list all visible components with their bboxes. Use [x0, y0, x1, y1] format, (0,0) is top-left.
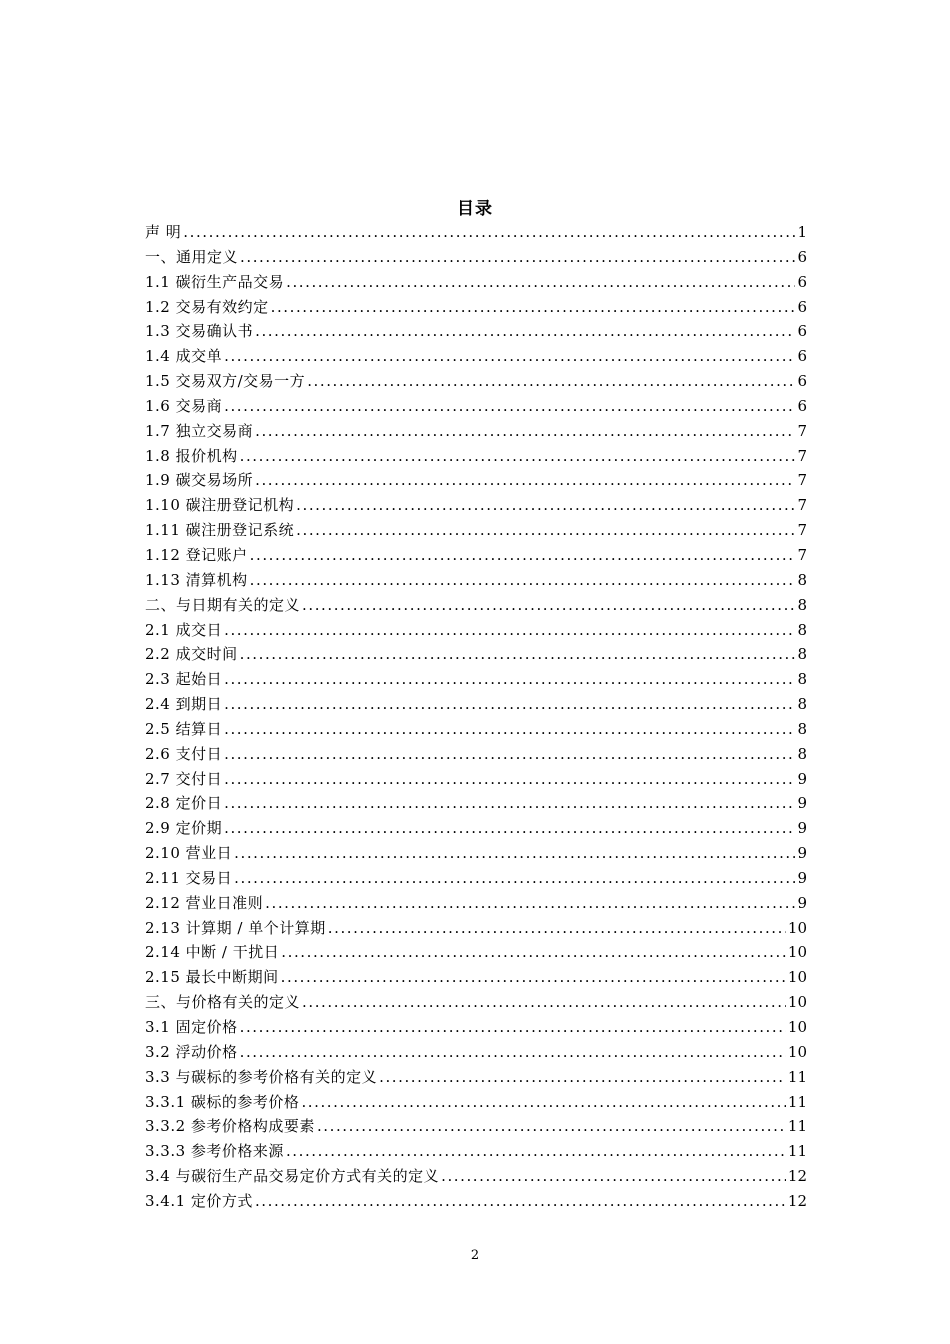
toc-entry[interactable]: [145, 245, 807, 270]
toc-entry-page: 6: [797, 297, 807, 316]
toc-entry-label: 二、与日期有关的定义: [145, 595, 301, 614]
dot-leader: [265, 891, 795, 916]
toc-entry-page: 10: [787, 1042, 807, 1061]
dot-leader: [286, 1139, 786, 1164]
toc-title: 目录: [457, 199, 493, 219]
toc-entry[interactable]: [145, 543, 807, 568]
dot-leader: [317, 1114, 786, 1139]
table-of-contents: [145, 220, 807, 1214]
toc-entry-page: 11: [787, 1092, 807, 1111]
toc-entry[interactable]: [145, 940, 807, 965]
toc-entry-label: 3.1 固定价格: [145, 1018, 238, 1036]
toc-entry-page: 1: [797, 223, 807, 241]
toc-entry[interactable]: [145, 270, 807, 295]
toc-entry-page: 8: [797, 570, 807, 589]
dot-leader: [224, 767, 795, 792]
dot-leader: [296, 518, 795, 543]
dot-leader: [224, 791, 795, 816]
toc-entry-label: 2.5 结算日: [145, 719, 223, 738]
toc-entry-label: 1.10 碳注册登记机构: [145, 496, 295, 515]
dot-leader: [240, 245, 795, 270]
toc-entry-label: 三、与价格有关的定义: [145, 993, 301, 1012]
toc-entry-label: 1.2 交易有效约定: [145, 297, 269, 316]
toc-entry[interactable]: [145, 319, 807, 344]
toc-entry-label: 3.4.1 定价方式: [145, 1191, 253, 1210]
dot-leader: [307, 369, 795, 394]
toc-entry-label: 2.14 中断 / 干扰日: [145, 943, 280, 962]
dot-leader: [240, 642, 796, 667]
dot-leader: [255, 319, 795, 344]
dot-leader: [240, 1015, 786, 1040]
toc-entry-label: 声 明: [145, 223, 182, 241]
toc-entry-label: 2.10 营业日: [145, 844, 233, 863]
toc-entry[interactable]: [145, 816, 807, 841]
toc-entry-page: 6: [797, 247, 807, 266]
dot-leader: [271, 295, 796, 320]
toc-entry-label: 2.2 成交时间: [145, 645, 238, 664]
toc-entry[interactable]: [145, 568, 807, 593]
toc-entry[interactable]: [145, 1015, 807, 1040]
toc-entry-page: 10: [787, 1018, 807, 1036]
toc-entry-page: 8: [797, 695, 807, 714]
toc-entry[interactable]: [145, 667, 807, 692]
dot-leader: [286, 270, 795, 295]
toc-entry-label: 2.15 最长中断期间: [145, 968, 279, 987]
toc-entry-page: 8: [797, 670, 807, 689]
toc-entry[interactable]: [145, 767, 807, 792]
dot-leader: [255, 1189, 786, 1214]
toc-entry-page: 11: [787, 1142, 807, 1161]
toc-entry[interactable]: [145, 841, 807, 866]
toc-entry-page: 10: [787, 968, 807, 987]
toc-entry-label: 3.2 浮动价格: [145, 1042, 238, 1061]
dot-leader: [328, 916, 786, 941]
toc-entry[interactable]: [145, 518, 807, 543]
dot-leader: [183, 220, 795, 245]
toc-entry-page: 7: [797, 446, 807, 465]
toc-entry-label: 1.6 交易商: [145, 396, 223, 415]
dot-leader: [255, 419, 795, 444]
toc-entry[interactable]: [145, 866, 807, 891]
toc-entry-label: 1.9 碳交易场所: [145, 471, 254, 490]
toc-entry-label: 3.3 与碳标的参考价格有关的定义: [145, 1067, 378, 1086]
dot-leader: [224, 742, 795, 767]
dot-leader: [441, 1164, 786, 1189]
toc-entry[interactable]: [145, 742, 807, 767]
dot-leader: [296, 493, 795, 518]
toc-entry-page: 11: [787, 1067, 807, 1086]
toc-entry-label: 2.3 起始日: [145, 670, 223, 689]
toc-entry[interactable]: [145, 791, 807, 816]
toc-entry[interactable]: [145, 1164, 807, 1189]
toc-entry[interactable]: [145, 468, 807, 493]
dot-leader: [379, 1065, 786, 1090]
dot-leader: [250, 568, 796, 593]
dot-leader: [224, 618, 795, 643]
toc-entry[interactable]: [145, 295, 807, 320]
toc-entry-page: 9: [797, 794, 807, 813]
toc-entry[interactable]: [145, 717, 807, 742]
dot-leader: [224, 816, 795, 841]
toc-entry-label: 2.4 到期日: [145, 695, 223, 714]
toc-entry[interactable]: [145, 990, 807, 1015]
toc-entry-label: 1.5 交易双方/交易一方: [145, 372, 306, 391]
toc-entry-page: 7: [797, 545, 807, 564]
toc-entry-page: 7: [797, 521, 807, 540]
toc-entry[interactable]: [145, 916, 807, 941]
dot-leader: [281, 965, 786, 990]
dot-leader: [302, 990, 786, 1015]
dot-leader: [224, 394, 795, 419]
toc-entry-page: 9: [797, 868, 807, 887]
toc-entry-label: 1.3 交易确认书: [145, 322, 254, 341]
dot-leader: [224, 344, 795, 369]
toc-entry[interactable]: [145, 965, 807, 990]
dot-leader: [301, 1090, 785, 1115]
toc-entry-label: 2.7 交付日: [145, 769, 223, 788]
dot-leader: [224, 717, 795, 742]
dot-leader: [255, 468, 795, 493]
toc-entry[interactable]: [145, 593, 807, 618]
toc-entry[interactable]: [145, 642, 807, 667]
toc-entry-label: 1.7 独立交易商: [145, 421, 254, 440]
toc-entry[interactable]: [145, 1065, 807, 1090]
toc-entry[interactable]: [145, 1114, 807, 1139]
toc-entry-label: 1.13 清算机构: [145, 570, 248, 589]
toc-entry-label: 1.11 碳注册登记系统: [145, 521, 295, 540]
toc-entry[interactable]: [145, 344, 807, 369]
toc-entry-page: 8: [797, 719, 807, 738]
toc-entry-page: 6: [797, 396, 807, 415]
toc-entry[interactable]: [145, 220, 807, 245]
toc-entry-page: 8: [797, 620, 807, 639]
dot-leader: [224, 692, 795, 717]
toc-entry-page: 12: [787, 1191, 807, 1210]
toc-entry-label: 1.12 登记账户: [145, 545, 248, 564]
toc-entry-label: 2.11 交易日: [145, 868, 233, 887]
toc-entry-label: 1.4 成交单: [145, 347, 223, 366]
toc-entry[interactable]: [145, 618, 807, 643]
toc-entry-page: 9: [797, 819, 807, 838]
toc-entry-page: 9: [797, 844, 807, 863]
toc-entry-page: 11: [787, 1117, 807, 1136]
toc-entry[interactable]: [145, 1189, 807, 1214]
toc-entry[interactable]: [145, 1040, 807, 1065]
toc-entry-label: 3.3.2 参考价格构成要素: [145, 1117, 315, 1136]
toc-entry[interactable]: [145, 444, 807, 469]
toc-entry-page: 9: [797, 893, 807, 912]
toc-entry-label: 2.12 营业日准则: [145, 893, 264, 912]
toc-entry-page: 8: [797, 744, 807, 763]
toc-entry-label: 3.4 与碳衍生产品交易定价方式有关的定义: [145, 1167, 440, 1186]
toc-entry-page: 10: [787, 993, 807, 1012]
dot-leader: [234, 866, 795, 891]
dot-leader: [234, 841, 795, 866]
toc-entry-page: 6: [797, 372, 807, 391]
toc-entry-page: 9: [797, 769, 807, 788]
toc-entry[interactable]: [145, 1090, 807, 1115]
dot-leader: [240, 444, 796, 469]
dot-leader: [250, 543, 796, 568]
toc-entry-page: 10: [787, 943, 807, 962]
toc-entry-label: 3.3.1 碳标的参考价格: [145, 1092, 300, 1111]
toc-entry-page: 12: [787, 1167, 807, 1186]
toc-entry-page: 6: [797, 322, 807, 341]
toc-entry[interactable]: [145, 493, 807, 518]
toc-entry-page: 8: [797, 595, 807, 614]
toc-entry[interactable]: [145, 1139, 807, 1164]
toc-entry-page: 6: [797, 347, 807, 366]
toc-entry-label: 1.8 报价机构: [145, 446, 238, 465]
dot-leader: [281, 940, 786, 965]
toc-entry-page: 7: [797, 496, 807, 515]
toc-entry[interactable]: [145, 369, 807, 394]
toc-entry-label: 2.13 计算期 / 单个计算期: [145, 918, 326, 937]
toc-entry-label: 2.8 定价日: [145, 794, 223, 813]
toc-entry-label: 1.1 碳衍生产品交易: [145, 272, 285, 291]
toc-entry[interactable]: [145, 891, 807, 916]
toc-entry-label: 2.6 支付日: [145, 744, 223, 763]
page-number: 2: [470, 1248, 480, 1263]
toc-entry-label: 3.3.3 参考价格来源: [145, 1142, 284, 1161]
toc-entry[interactable]: [145, 692, 807, 717]
toc-entry[interactable]: [145, 419, 807, 444]
toc-entry-label: 2.1 成交日: [145, 620, 223, 639]
toc-entry[interactable]: [145, 394, 807, 419]
toc-entry-page: 8: [797, 645, 807, 664]
toc-entry-page: 7: [797, 471, 807, 490]
toc-entry-label: 一、通用定义: [145, 247, 239, 266]
dot-leader: [302, 593, 795, 618]
toc-entry-label: 2.9 定价期: [145, 819, 223, 838]
toc-entry-page: 6: [797, 272, 807, 291]
toc-entry-page: 7: [797, 421, 807, 440]
toc-entry-page: 10: [787, 918, 807, 937]
dot-leader: [240, 1040, 786, 1065]
dot-leader: [224, 667, 795, 692]
